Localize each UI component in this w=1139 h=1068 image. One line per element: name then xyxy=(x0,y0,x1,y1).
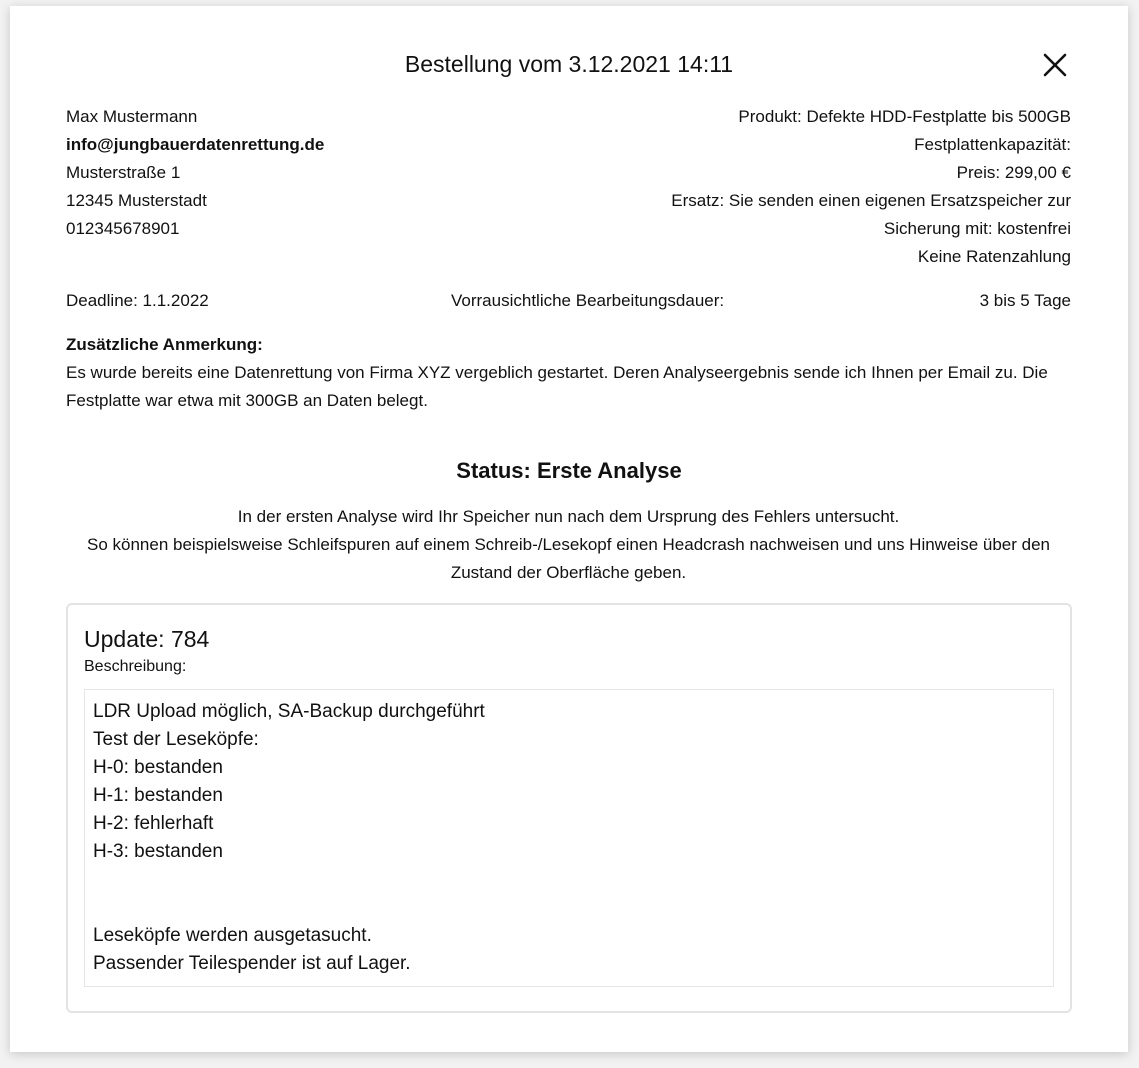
close-icon xyxy=(1040,50,1070,80)
description-line: H-1: bestanden xyxy=(93,785,223,806)
product-capacity: Festplattenkapazität: xyxy=(914,135,1071,154)
product-replacement-line2: Sicherung mit: kostenfrei xyxy=(883,219,1071,238)
status-line2: So können beispielsweise Schleifspuren auf einem Schreib-/Lesekopf einen Headcrash nachweisen und uns Hinweise über den Zustand der Oberfläche geben. xyxy=(87,535,1050,582)
customer-street: Musterstraße 1 xyxy=(66,163,181,182)
note-heading: Zusätzliche Anmerkung: xyxy=(66,335,263,354)
description-line: LDR Upload möglich, SA-Backup durchgeführt xyxy=(93,701,485,722)
duration-value: 3 bis 5 Tage xyxy=(979,291,1071,310)
description-line: Leseköpfe werden ausgetasucht. xyxy=(93,925,372,946)
additional-note xyxy=(66,331,1071,415)
description-line: Passender Teilespender ist auf Lager. xyxy=(93,953,411,974)
description-line xyxy=(93,866,1045,894)
description-line: H-0: bestanden xyxy=(93,757,223,778)
deadline: Deadline: 1.1.2022 xyxy=(66,291,209,310)
customer-phone: 012345678901 xyxy=(66,219,180,238)
update-title: Update: 784 xyxy=(84,626,210,652)
order-modal xyxy=(10,6,1128,1052)
status-line1: In der ersten Analyse wird Ihr Speicher nun nach dem Ursprung des Fehlers untersucht. xyxy=(237,507,900,526)
order-meta xyxy=(66,287,1071,315)
description-box xyxy=(84,689,1054,987)
product-info xyxy=(591,103,1071,271)
customer-info xyxy=(66,103,324,243)
customer-email: info@jungbauerdatenrettung.de xyxy=(66,135,325,154)
description-label: Beschreibung: xyxy=(84,658,187,675)
product-name: Produkt: Defekte HDD-Festplatte bis 500GB xyxy=(738,107,1071,126)
status-heading: Status: Erste Analyse xyxy=(456,458,682,483)
update-card xyxy=(66,603,1072,1013)
description-line: H-2: fehlerhaft xyxy=(93,813,214,834)
modal-title: Bestellung vom 3.12.2021 14:11 xyxy=(404,51,734,77)
product-installments: Keine Ratenzahlung xyxy=(917,247,1071,266)
description-line xyxy=(93,894,1045,922)
product-replacement-line1: Ersatz: Sie senden einen eigenen Ersatzspeicher zur xyxy=(671,191,1071,210)
description-line: Test der Leseköpfe: xyxy=(93,729,259,750)
duration-label: Vorrausichtliche Bearbeitungsdauer: xyxy=(451,291,725,310)
note-text: Es wurde bereits eine Datenrettung von Firma XYZ vergeblich gestartet. Deren Analyseergebnis sende ich Ihnen per Email zu. Die Festplatte war etwa mit 300GB an Daten belegt. xyxy=(66,363,1048,410)
description-line: H-3: bestanden xyxy=(93,841,223,862)
status-description xyxy=(66,503,1071,587)
close-button[interactable] xyxy=(1040,50,1070,80)
product-price: Preis: 299,00 € xyxy=(956,163,1071,182)
customer-city: 12345 Musterstadt xyxy=(66,191,207,210)
customer-name: Max Mustermann xyxy=(66,107,198,126)
